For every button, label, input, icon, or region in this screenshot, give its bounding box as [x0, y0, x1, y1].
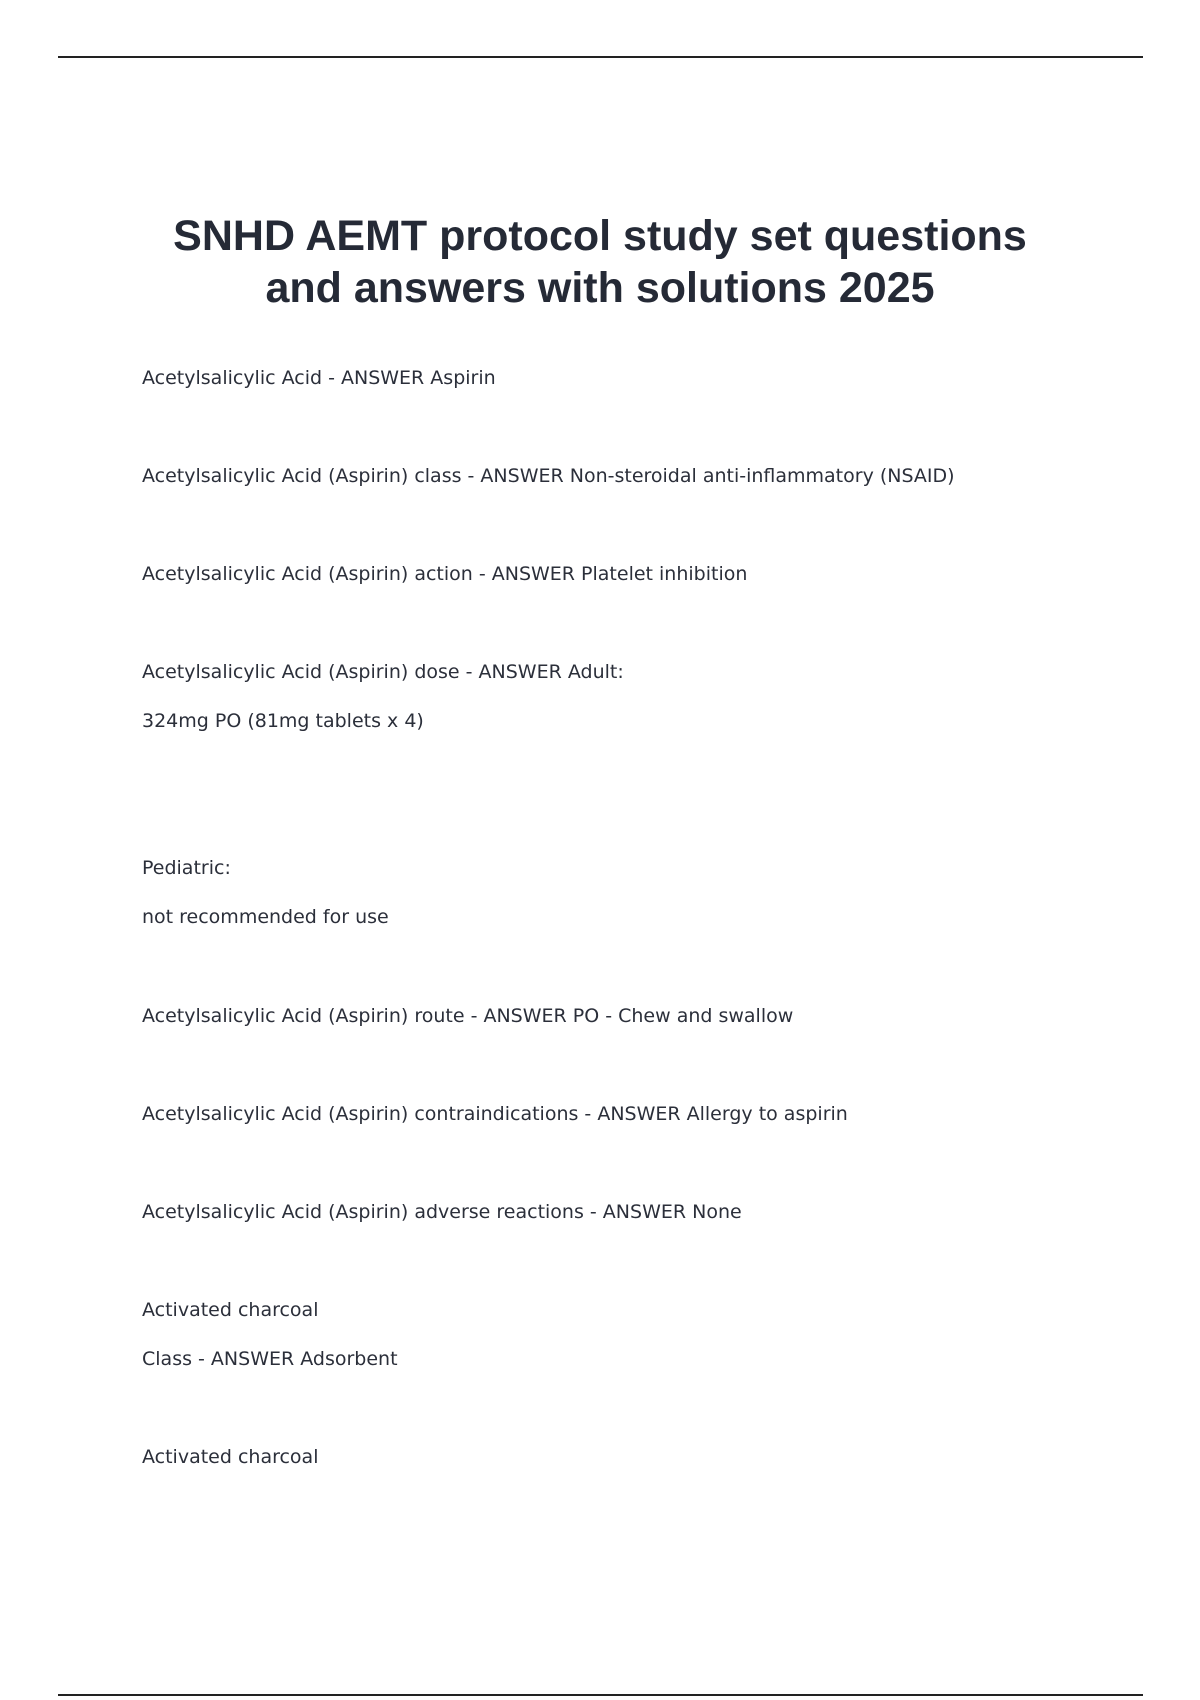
qa-line-aspirin-route: Acetylsalicylic Acid (Aspirin) route - ANSWER PO - Chew and swallow [142, 1005, 794, 1027]
page-title [0, 210, 1200, 314]
qa-line-charcoal-heading: Activated charcoal [142, 1299, 319, 1321]
qa-line-aspirin-contraindications: Acetylsalicylic Acid (Aspirin) contraindications - ANSWER Allergy to aspirin [142, 1103, 848, 1125]
qa-line-aspirin-action: Acetylsalicylic Acid (Aspirin) action - ANSWER Platelet inhibition [142, 563, 748, 585]
qa-line-aspirin-dose: Acetylsalicylic Acid (Aspirin) dose - ANSWER Adult: [142, 661, 624, 683]
qa-line-aspirin-class: Acetylsalicylic Acid (Aspirin) class - ANSWER Non-steroidal anti-inflammatory (NSAID) [142, 465, 955, 487]
qa-line-charcoal-heading-2: Activated charcoal [142, 1446, 319, 1468]
qa-line-aspirin-adverse-reactions: Acetylsalicylic Acid (Aspirin) adverse reactions - ANSWER None [142, 1201, 742, 1223]
title-line-1: SNHD AEMT protocol study set questions [173, 212, 1027, 260]
qa-line-aspirin-dose-pediatric: not recommended for use [142, 906, 389, 928]
title-line-2: and answers with solutions 2025 [265, 264, 935, 312]
qa-line-aspirin-name: Acetylsalicylic Acid - ANSWER Aspirin [142, 367, 496, 389]
qa-line-aspirin-dose-pediatric-label: Pediatric: [142, 857, 231, 879]
qa-line-aspirin-dose-adult: 324mg PO (81mg tablets x 4) [142, 710, 424, 732]
bottom-divider [58, 1694, 1143, 1696]
top-divider [58, 56, 1143, 58]
qa-line-charcoal-class: Class - ANSWER Adsorbent [142, 1348, 398, 1370]
